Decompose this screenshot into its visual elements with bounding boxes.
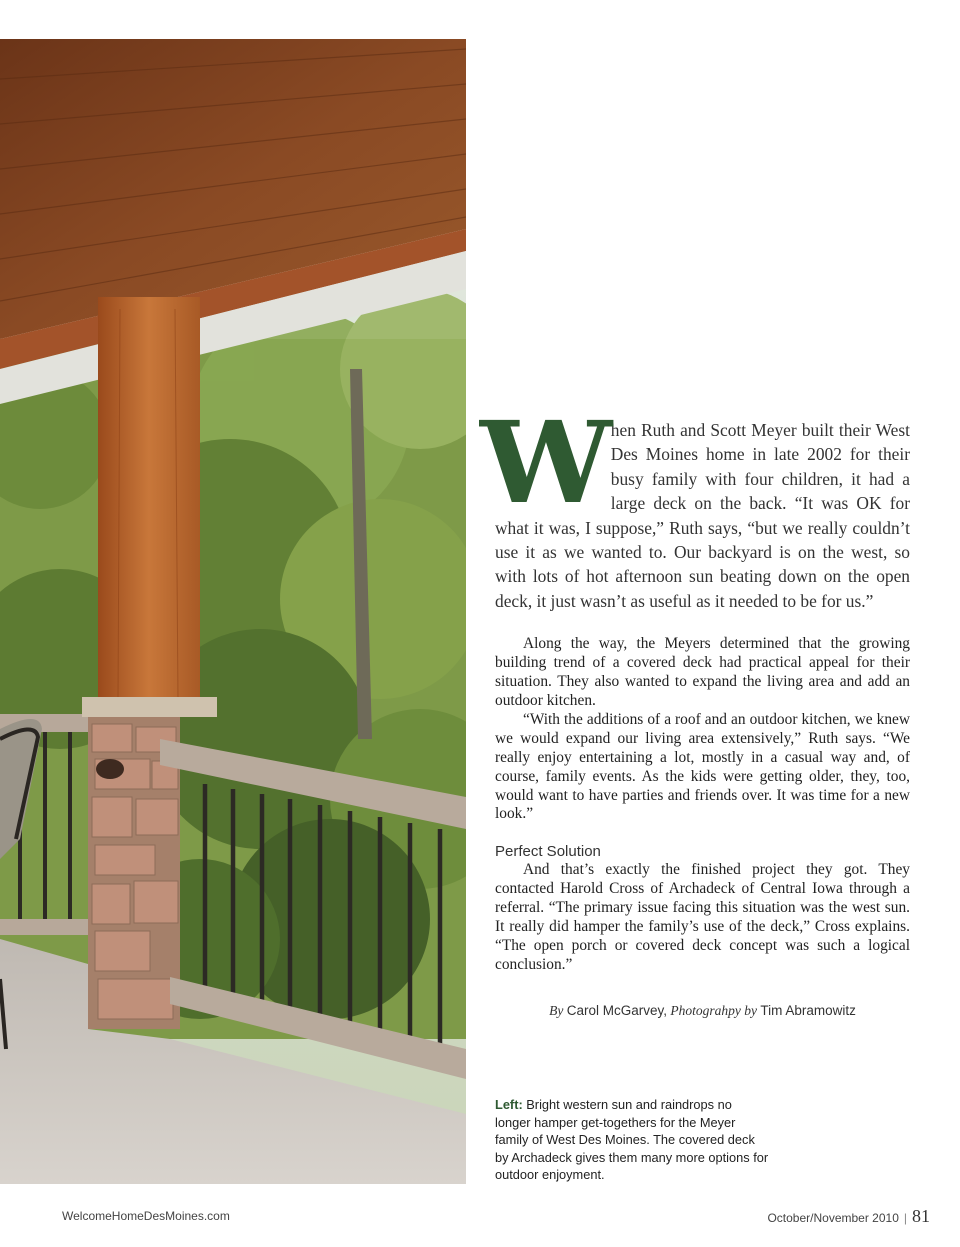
footer-date: October/November 2010 [767, 1211, 899, 1225]
subhead: Perfect Solution [495, 843, 601, 861]
photo-caption [495, 1096, 770, 1184]
footer-website: WelcomeHomeDesMoines.com [62, 1209, 230, 1223]
byline-author: Carol McGarvey, [566, 1002, 667, 1018]
page-number: 81 [912, 1206, 930, 1226]
lede-paragraph [480, 398, 910, 613]
caption-label: Left: [495, 1097, 523, 1112]
body-text [495, 635, 910, 975]
paragraph-3: And that’s exactly the finished project they got. They contacted Harold Cross of Archadeck of Central Iowa through a referral. “The primary issue facing this situation was the west sun. It really did hamper the family’s use of the deck,” Cross explains. “The open porch or covered deck concept was such a logical conclusion.” [495, 861, 910, 973]
covered-deck-photo [0, 39, 466, 1184]
byline-photographer: Tim Abramowitz [760, 1002, 856, 1018]
footer-right [767, 1206, 930, 1227]
byline-by: By [549, 1002, 564, 1018]
byline [495, 1003, 910, 1019]
drop-cap: W [480, 398, 604, 529]
caption-text: Bright western sun and raindrops no longer hamper get-togethers for the Meyer family of West Des Moines. The covered deck by Archadeck gives them many more options for outdoor enjoyment. [495, 1097, 769, 1182]
paragraph-1: Along the way, the Meyers determined that the growing building trend of a covered deck had practical appeal for their situation. They also wanted to expand the living area and add an outdoor kitchen. [495, 635, 910, 709]
lede-text: hen Ruth and Scott Meyer built their West Des Moines home in late 2002 for their busy family with four children, it had a large deck on the back. “It was OK for what it was, I suppose,” Ruth says, “but we really couldn’t use it as we wanted to. Our backyard is on the west, so with lots of hot afternoon sun beating down on the open deck, it just wasn’t as useful as it needed to be for us.” [495, 420, 910, 611]
paragraph-2: “With the additions of a roof and an outdoor kitchen, we knew we would expand our living area extensively,” Ruth says. “We really enjoy entertaining a lot, mostly in a casual way and, of course, family events. As the kids were getting older, they, too, would want to have parties and friends over. It was time for a new look.” [495, 710, 910, 823]
article-body [480, 398, 910, 1019]
byline-photo-label: Photograhpy by [670, 1002, 757, 1018]
footer-separator: | [903, 1211, 907, 1225]
